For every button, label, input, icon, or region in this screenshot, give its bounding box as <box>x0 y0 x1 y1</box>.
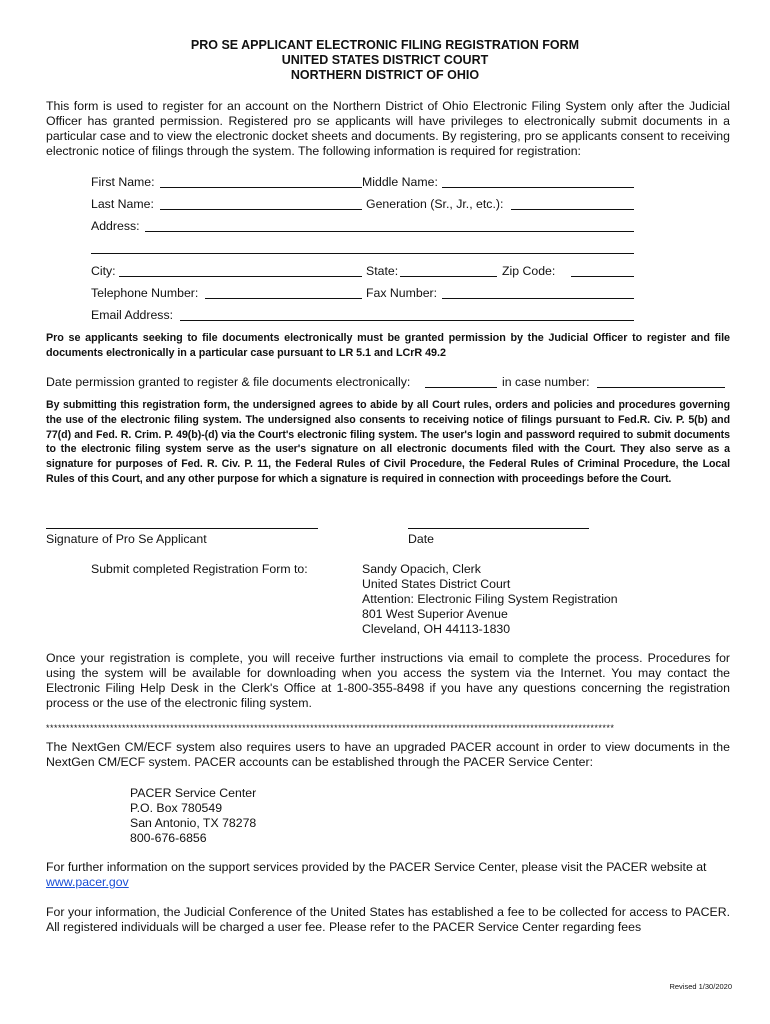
date-permission-field[interactable] <box>425 387 497 388</box>
pacer-website-link[interactable]: www.pacer.gov <box>46 875 129 889</box>
pacer-address-line: 800-676-6856 <box>130 831 207 845</box>
zip-field[interactable] <box>571 276 634 277</box>
address-field-line2[interactable] <box>91 253 634 254</box>
separator-line: ********************************************************************************************************************************************** <box>46 723 615 733</box>
fax-label: Fax Number: <box>366 286 438 300</box>
signature-date-field[interactable] <box>408 528 589 529</box>
fee-info-paragraph: For your information, the Judicial Conference of the United States has established a fee to be collected for access to PACER. All registered individuals will be charged a user fee. Please refer to the PACER Service Center regarding fees <box>46 905 730 934</box>
nextgen-paragraph: The NextGen CM/ECF system also requires users to have an upgraded PACER account in order to view documents in the NextGen CM/ECF system. PACER accounts can be established through the PACER Service Center: <box>46 740 730 769</box>
signature-label: Signature of Pro Se Applicant <box>46 532 207 546</box>
city-label: City: <box>91 264 116 278</box>
middle-name-label: Middle Name: <box>362 175 438 189</box>
case-number-label: in case number: <box>502 375 590 389</box>
permission-note: Pro se applicants seeking to file documents electronically must be granted permission by the Judicial Officer to register and file documents electronically in a particular case pursuant to LR 5.1 and LCrR 49.2 <box>46 332 730 359</box>
agreement-paragraph: By submitting this registration form, the undersigned agrees to abide by all Court rules, orders and policies and procedures governing the use of the electronic filing system. The undersigned also consents to receiving notice of filings pursuant to Fed.R. Civ. P. 5(b) and 77(d) and Fed. R. Crim. P. 49(b)-(d) via the Court's electronic filing system. The user's login and password required to submit documents to the electronic filing system serve as the user's signature on all electronic documents filed with the Court. They also serve as a signature for purposes of Fed. R. Civ. P. 11, the Federal Rules of Civil Procedure, the Federal Rules of Criminal Procedure, the Local Rules of this Court, and any other purpose for which a signature is required in connection with proceedings before the Court. <box>46 399 730 485</box>
clerk-address-line: Cleveland, OH 44113-1830 <box>362 622 511 636</box>
first-name-label: First Name: <box>91 175 155 189</box>
district-name: NORTHERN DISTRICT OF OHIO <box>290 68 480 82</box>
email-field[interactable] <box>180 320 634 321</box>
first-name-field[interactable] <box>160 187 362 188</box>
completion-paragraph: Once your registration is complete, you will receive further instructions via email to complete the process. Procedures for using the system will be available for downloading when you access the system via the Internet. You may contact the Electronic Filing Help Desk in the Clerk's Office at 1-800-355-8498 if you have any questions concerning the registration process or the use of the electronic filing system. <box>46 651 730 710</box>
clerk-address-line: 801 West Superior Avenue <box>362 607 508 621</box>
case-number-field[interactable] <box>597 387 725 388</box>
telephone-label: Telephone Number: <box>91 286 199 300</box>
fax-field[interactable] <box>442 298 634 299</box>
city-field[interactable] <box>119 276 362 277</box>
submit-label: Submit completed Registration Form to: <box>91 562 308 576</box>
clerk-address-line: Sandy Opacich, Clerk <box>362 562 481 576</box>
pacer-address-line: PACER Service Center <box>130 786 257 800</box>
email-label: Email Address: <box>91 308 174 322</box>
address-field-line1[interactable] <box>145 231 634 232</box>
court-name: UNITED STATES DISTRICT COURT <box>281 53 489 67</box>
signature-field[interactable] <box>46 528 318 529</box>
last-name-field[interactable] <box>160 209 362 210</box>
form-title: PRO SE APPLICANT ELECTRONIC FILING REGISTRATION FORM <box>190 38 580 52</box>
signature-date-label: Date <box>408 532 434 546</box>
intro-paragraph: This form is used to register for an account on the Northern District of Ohio Electronic Filing System only after the Judicial Officer has granted permission. Registered pro se applicants will have privileges to electronically submit documents in a particular case and to view the electronic docket sheets and documents. By registering, pro se applicants consent to receiving electronic notice of filings through the system. The following information is required for registration: <box>46 99 730 158</box>
last-name-label: Last Name: <box>91 197 154 211</box>
revision-date: Revised 1/30/2020 <box>669 982 732 991</box>
middle-name-field[interactable] <box>442 187 634 188</box>
state-label: State: <box>366 264 399 278</box>
clerk-address-line: Attention: Electronic Filing System Registration <box>362 592 618 606</box>
generation-field[interactable] <box>511 209 634 210</box>
state-field[interactable] <box>400 276 497 277</box>
further-info-paragraph: For further information on the support services provided by the PACER Service Center, please visit the PACER website at <box>46 860 707 874</box>
address-label: Address: <box>91 219 140 233</box>
generation-label: Generation (Sr., Jr., etc.): <box>366 197 504 211</box>
telephone-field[interactable] <box>205 298 362 299</box>
pacer-address-line: P.O. Box 780549 <box>130 801 223 815</box>
zip-label: Zip Code: <box>502 264 556 278</box>
pacer-address-line: San Antonio, TX 78278 <box>130 816 257 830</box>
date-permission-label: Date permission granted to register & file documents electronically: <box>46 375 411 389</box>
clerk-address-line: United States District Court <box>362 577 511 591</box>
